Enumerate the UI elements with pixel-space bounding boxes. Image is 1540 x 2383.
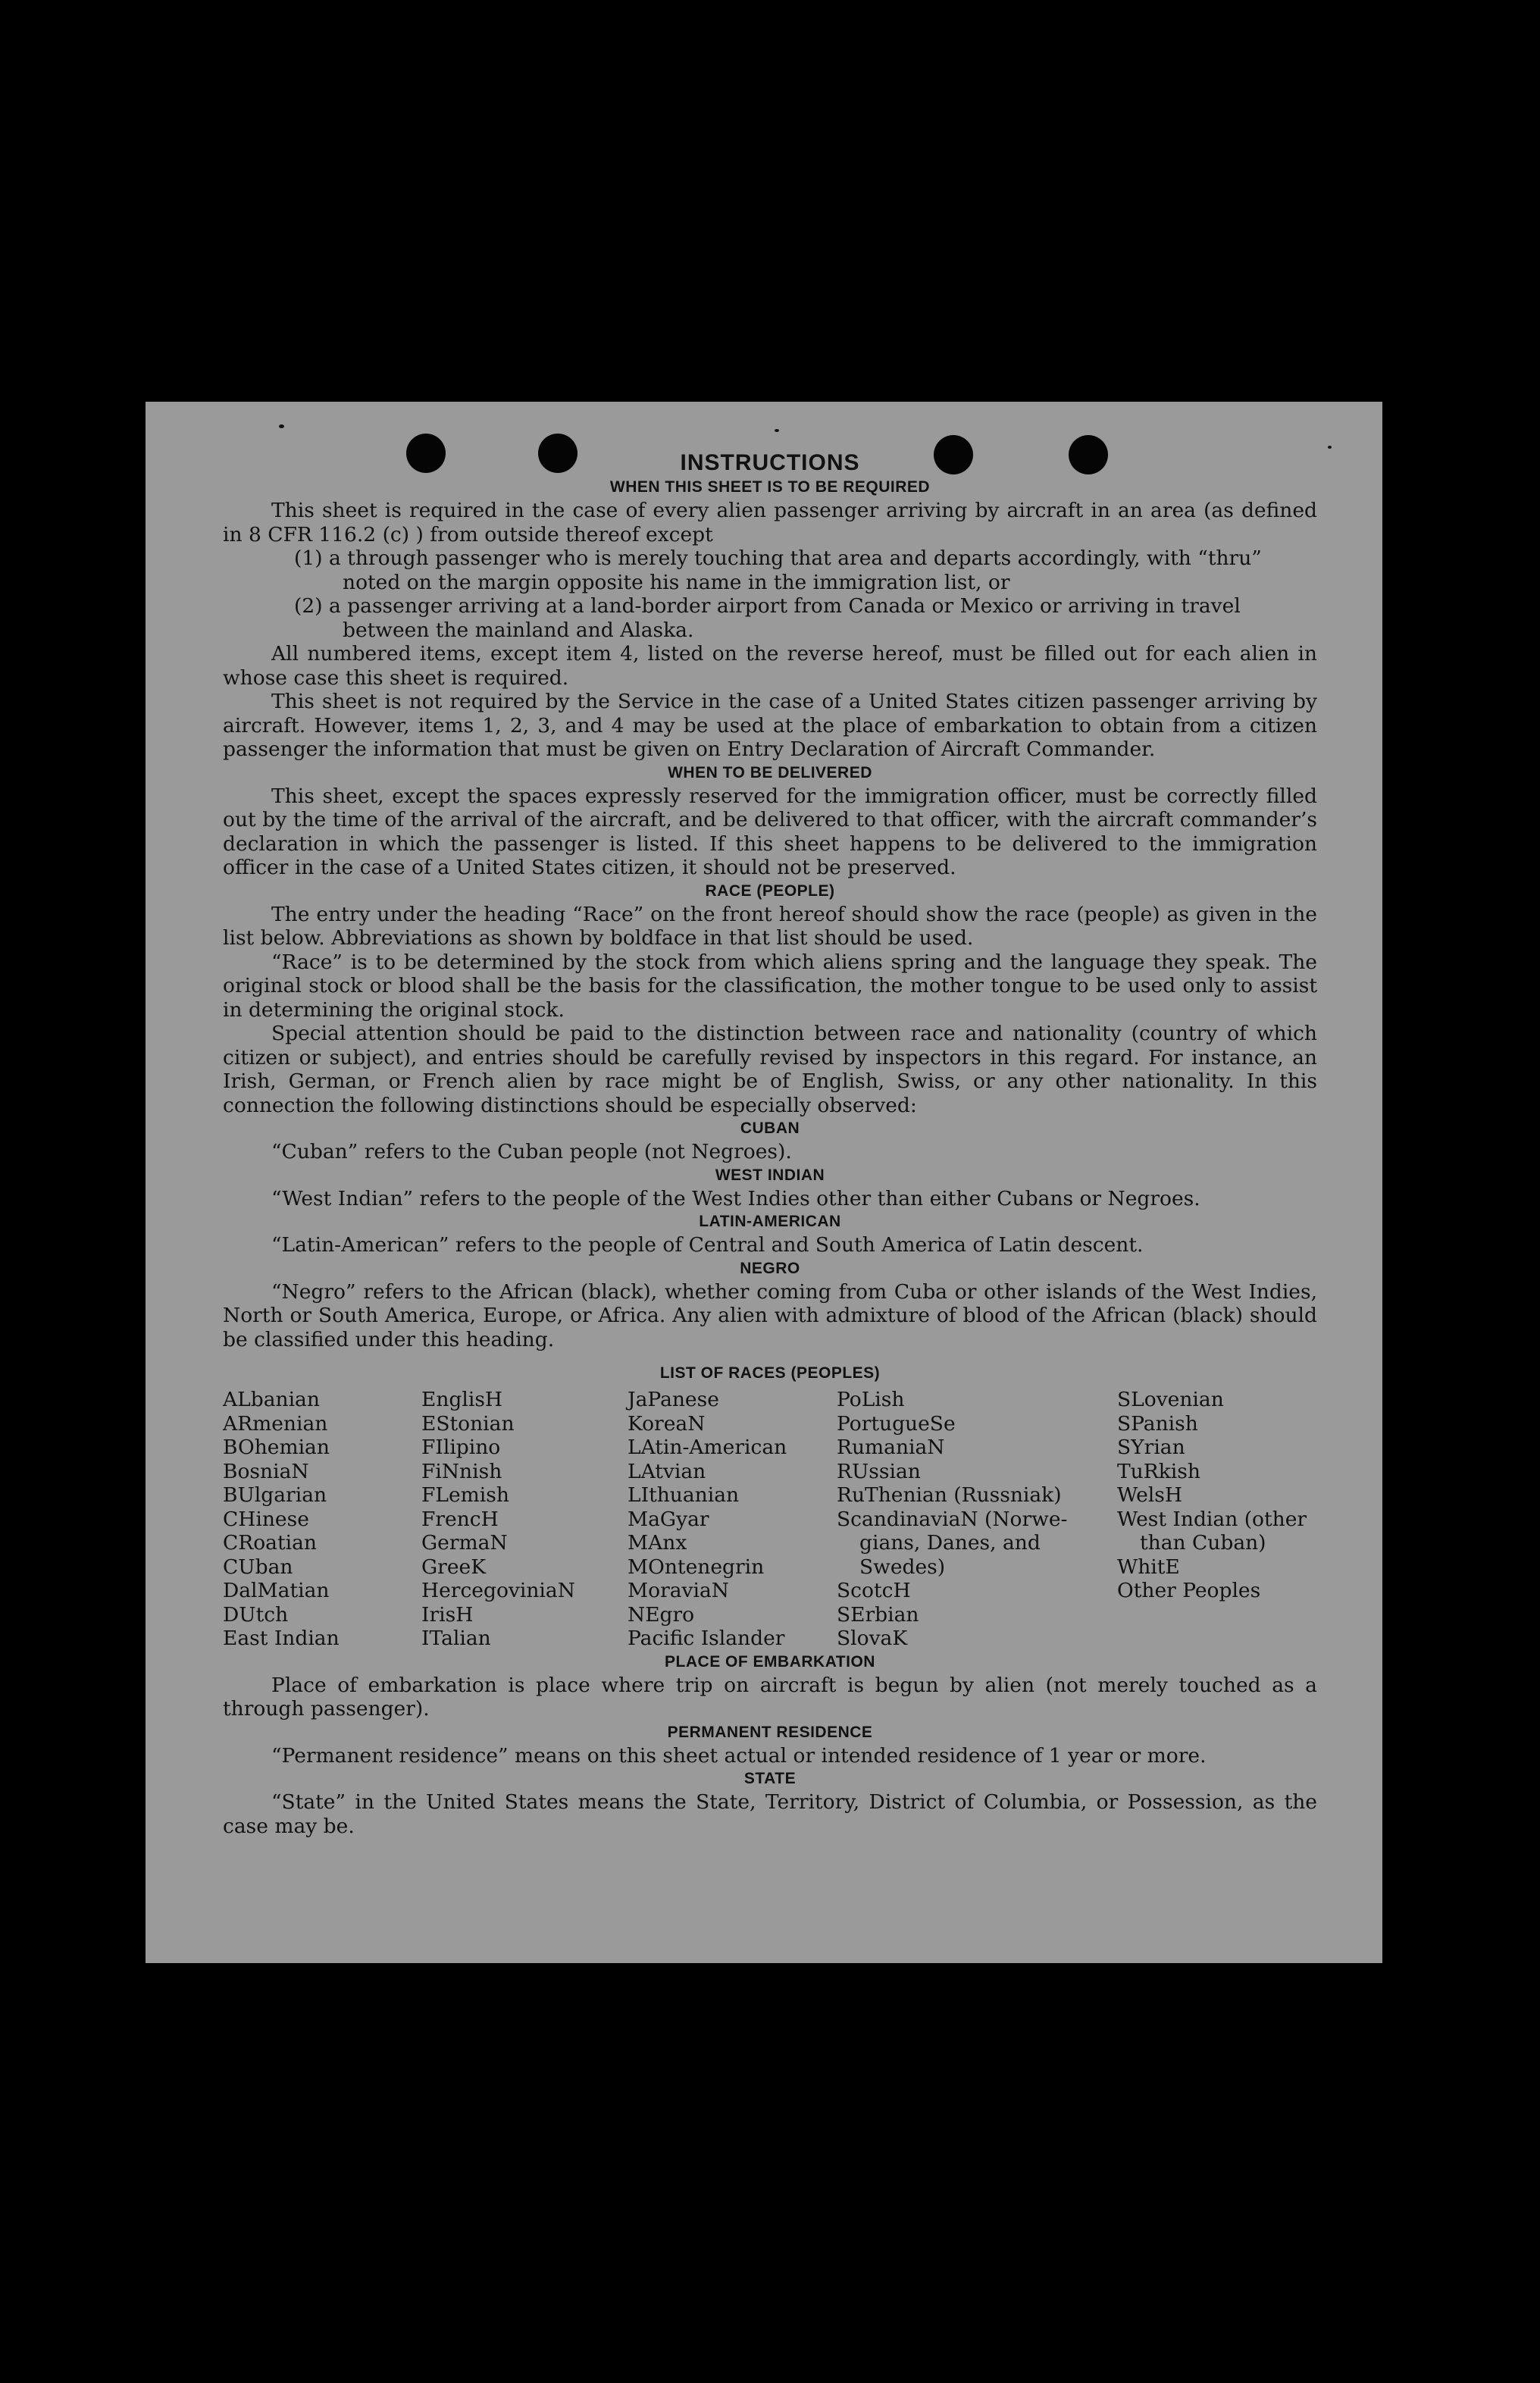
race-entry: BOhemian xyxy=(223,1436,330,1459)
race-entry: MaGyar xyxy=(628,1507,709,1531)
page-title: INSTRUCTIONS xyxy=(680,450,860,475)
section-heading: WEST INDIAN xyxy=(715,1166,825,1184)
race-entry: West Indian (other xyxy=(1117,1507,1307,1531)
race-entry: BUlgarian xyxy=(223,1483,327,1507)
race-entry: Pacific Islander xyxy=(628,1627,785,1650)
race-entry: KoreaN xyxy=(628,1411,706,1436)
race-entry: Other Peoples xyxy=(1117,1579,1261,1602)
race-entry: SLovenian xyxy=(1117,1388,1224,1411)
list-item: (1) a through passenger who is merely touching that area and departs accordingly, with “thru” noted on the margin opposite his name in the immigration list, or xyxy=(294,546,1262,594)
specks xyxy=(1328,446,1332,449)
race-entry: RUssian xyxy=(837,1459,921,1483)
race-entry: RuThenian (Russniak) xyxy=(837,1483,1062,1507)
instructions-body xyxy=(223,450,1317,1838)
races-column xyxy=(421,1388,628,1651)
paragraph: The entry under the heading “Race” on the front hereof should show the race (people) as given in the list below. Abbreviations as shown by boldface in that list should be used. xyxy=(223,902,1317,950)
races-column xyxy=(628,1388,837,1651)
race-entry: CUban xyxy=(223,1555,293,1579)
section-heading: PLACE OF EMBARKATION xyxy=(665,1652,875,1671)
race-entry: LAtvian xyxy=(628,1459,706,1483)
races-list xyxy=(223,1388,1317,1651)
race-entry: IrisH xyxy=(421,1602,474,1627)
race-entry: WelsH xyxy=(1117,1483,1182,1507)
paragraph: This sheet is required in the case of every alien passenger arriving by aircraft in an area (as defined in 8 CFR 116.2 (c) ) from outside thereof except xyxy=(223,499,1317,546)
race-entry: WhitE xyxy=(1117,1555,1180,1579)
race-entry: GermaN xyxy=(421,1531,508,1555)
race-entry: DalMatian xyxy=(223,1579,330,1602)
race-entry: CHinese xyxy=(223,1507,309,1531)
race-entry: FLemish xyxy=(421,1483,509,1507)
race-entry: LIthuanian xyxy=(628,1483,740,1507)
section-heading: STATE xyxy=(743,1770,797,1787)
paragraph: Place of embarkation is place where trip on aircraft is begun by alien (not merely touched as a through passenger). xyxy=(223,1673,1317,1721)
race-entry: HercegoviniaN xyxy=(421,1579,575,1602)
race-entry: ScandinaviaN (Norwe- xyxy=(837,1507,1068,1531)
races-column xyxy=(837,1388,1117,1651)
race-entry: TuRkish xyxy=(1117,1459,1200,1483)
race-entry: FIlipino xyxy=(421,1436,501,1459)
race-entry: MAnx xyxy=(628,1531,687,1555)
paragraph: “State” in the United States means the State, Territory, District of Columbia, or Possession, as the case may be. xyxy=(223,1790,1317,1838)
race-entry: Swedes) xyxy=(859,1555,946,1579)
section-heading: CUBAN xyxy=(740,1119,800,1137)
race-entry: GreeK xyxy=(421,1555,486,1579)
paragraph: “Latin-American” refers to the people of Central and South America of Latin descent. xyxy=(271,1233,1144,1257)
race-entry: MOntenegrin xyxy=(628,1555,765,1579)
section-heading: WHEN TO BE DELIVERED xyxy=(668,763,872,781)
paragraph: “Race” is to be determined by the stock from which aliens spring and the language they speak. The original stock or blood shall be the basis for the classification, the mother tongue to be used only to assist in determining the original stock. xyxy=(223,950,1317,1022)
section-heading: NEGRO xyxy=(740,1259,800,1277)
race-entry: East Indian xyxy=(223,1627,340,1650)
race-entry: PortugueSe xyxy=(837,1411,956,1436)
race-entry: ScotcH xyxy=(837,1579,911,1602)
race-entry: SErbian xyxy=(837,1602,919,1627)
specks xyxy=(775,429,779,432)
section-heading: PERMANENT RESIDENCE xyxy=(667,1723,873,1741)
race-entry: CRoatian xyxy=(223,1531,317,1555)
race-entry: NEgro xyxy=(628,1602,695,1627)
race-entry: EStonian xyxy=(421,1411,515,1436)
race-entry: EnglisH xyxy=(421,1388,503,1411)
paragraph: Special attention should be paid to the distinction between race and nationality (country of which citizen or subject), and entries should be carefully revised by inspectors in this regard. For instance, an Irish, German, or French alien by race might be of English, Swiss, or any other nationality. In this connection the following distinctions should be especially observed: xyxy=(223,1022,1317,1117)
race-entry: FrencH xyxy=(421,1507,499,1531)
race-entry: ARmenian xyxy=(223,1411,328,1436)
paragraph: “Negro” refers to the African (black), whether coming from Cuba or other islands of the West Indies, North or South America, Europe, or Africa. Any alien with admixture of blood of the African (black) should be classified under this heading. xyxy=(223,1279,1317,1351)
paragraph: This sheet is not required by the Service in the case of a United States citizen passenger arriving by aircraft. However, items 1, 2, 3, and 4 may be used at the place of embarkation to obtain from a citizen passenger the information that must be given on Entry Declaration of Aircraft Commander. xyxy=(223,690,1317,761)
specks xyxy=(279,424,284,428)
section-heading: LATIN-AMERICAN xyxy=(699,1213,841,1230)
document-sheet xyxy=(146,402,1382,1963)
paragraph: “Permanent residence” means on this sheet actual or intended residence of 1 year or more. xyxy=(271,1743,1207,1768)
section-heading: RACE (PEOPLE) xyxy=(705,881,835,900)
race-entry: ITalian xyxy=(421,1627,491,1650)
race-entry: SPanish xyxy=(1117,1411,1198,1436)
race-entry: than Cuban) xyxy=(1140,1531,1266,1555)
race-entry: BosniaN xyxy=(223,1459,309,1483)
race-entry: ALbanian xyxy=(223,1388,320,1411)
section-heading: WHEN THIS SHEET IS TO BE REQUIRED xyxy=(609,478,931,496)
section-heading: LIST OF RACES (PEOPLES) xyxy=(659,1364,881,1382)
paragraph: “Cuban” refers to the Cuban people (not Negroes). xyxy=(271,1140,792,1163)
race-entry: DUtch xyxy=(223,1602,289,1627)
race-entry: gians, Danes, and xyxy=(859,1531,1041,1555)
paragraph: “West Indian” refers to the people of the West Indies other than either Cubans or Negroes. xyxy=(271,1186,1200,1210)
race-entry: LAtin-American xyxy=(628,1436,787,1459)
race-entry: SYrian xyxy=(1117,1436,1185,1459)
race-entry: FiNnish xyxy=(421,1459,502,1483)
races-column xyxy=(1117,1388,1317,1651)
races-column xyxy=(223,1388,421,1651)
list-item: (2) a passenger arriving at a land-border airport from Canada or Mexico or arriving in travel between the mainland and Alaska. xyxy=(294,594,1241,642)
race-entry: JaPanese xyxy=(628,1388,719,1411)
race-entry: SlovaK xyxy=(837,1627,908,1650)
paragraph: All numbered items, except item 4, listed on the reverse hereof, must be filled out for each alien in whose case this sheet is required. xyxy=(223,642,1317,690)
race-entry: PoLish xyxy=(837,1388,905,1411)
paragraph: This sheet, except the spaces expressly reserved for the immigration officer, must be correctly filled out by the time of the arrival of the aircraft, and be delivered to that officer, with the aircraft commander’s declaration in which the passenger is listed. If this sheet happens to be delivered to the immigration officer in the case of a United States citizen, it should not be preserved. xyxy=(223,784,1317,879)
race-entry: MoraviaN xyxy=(628,1579,729,1602)
race-entry: RumaniaN xyxy=(837,1436,945,1459)
